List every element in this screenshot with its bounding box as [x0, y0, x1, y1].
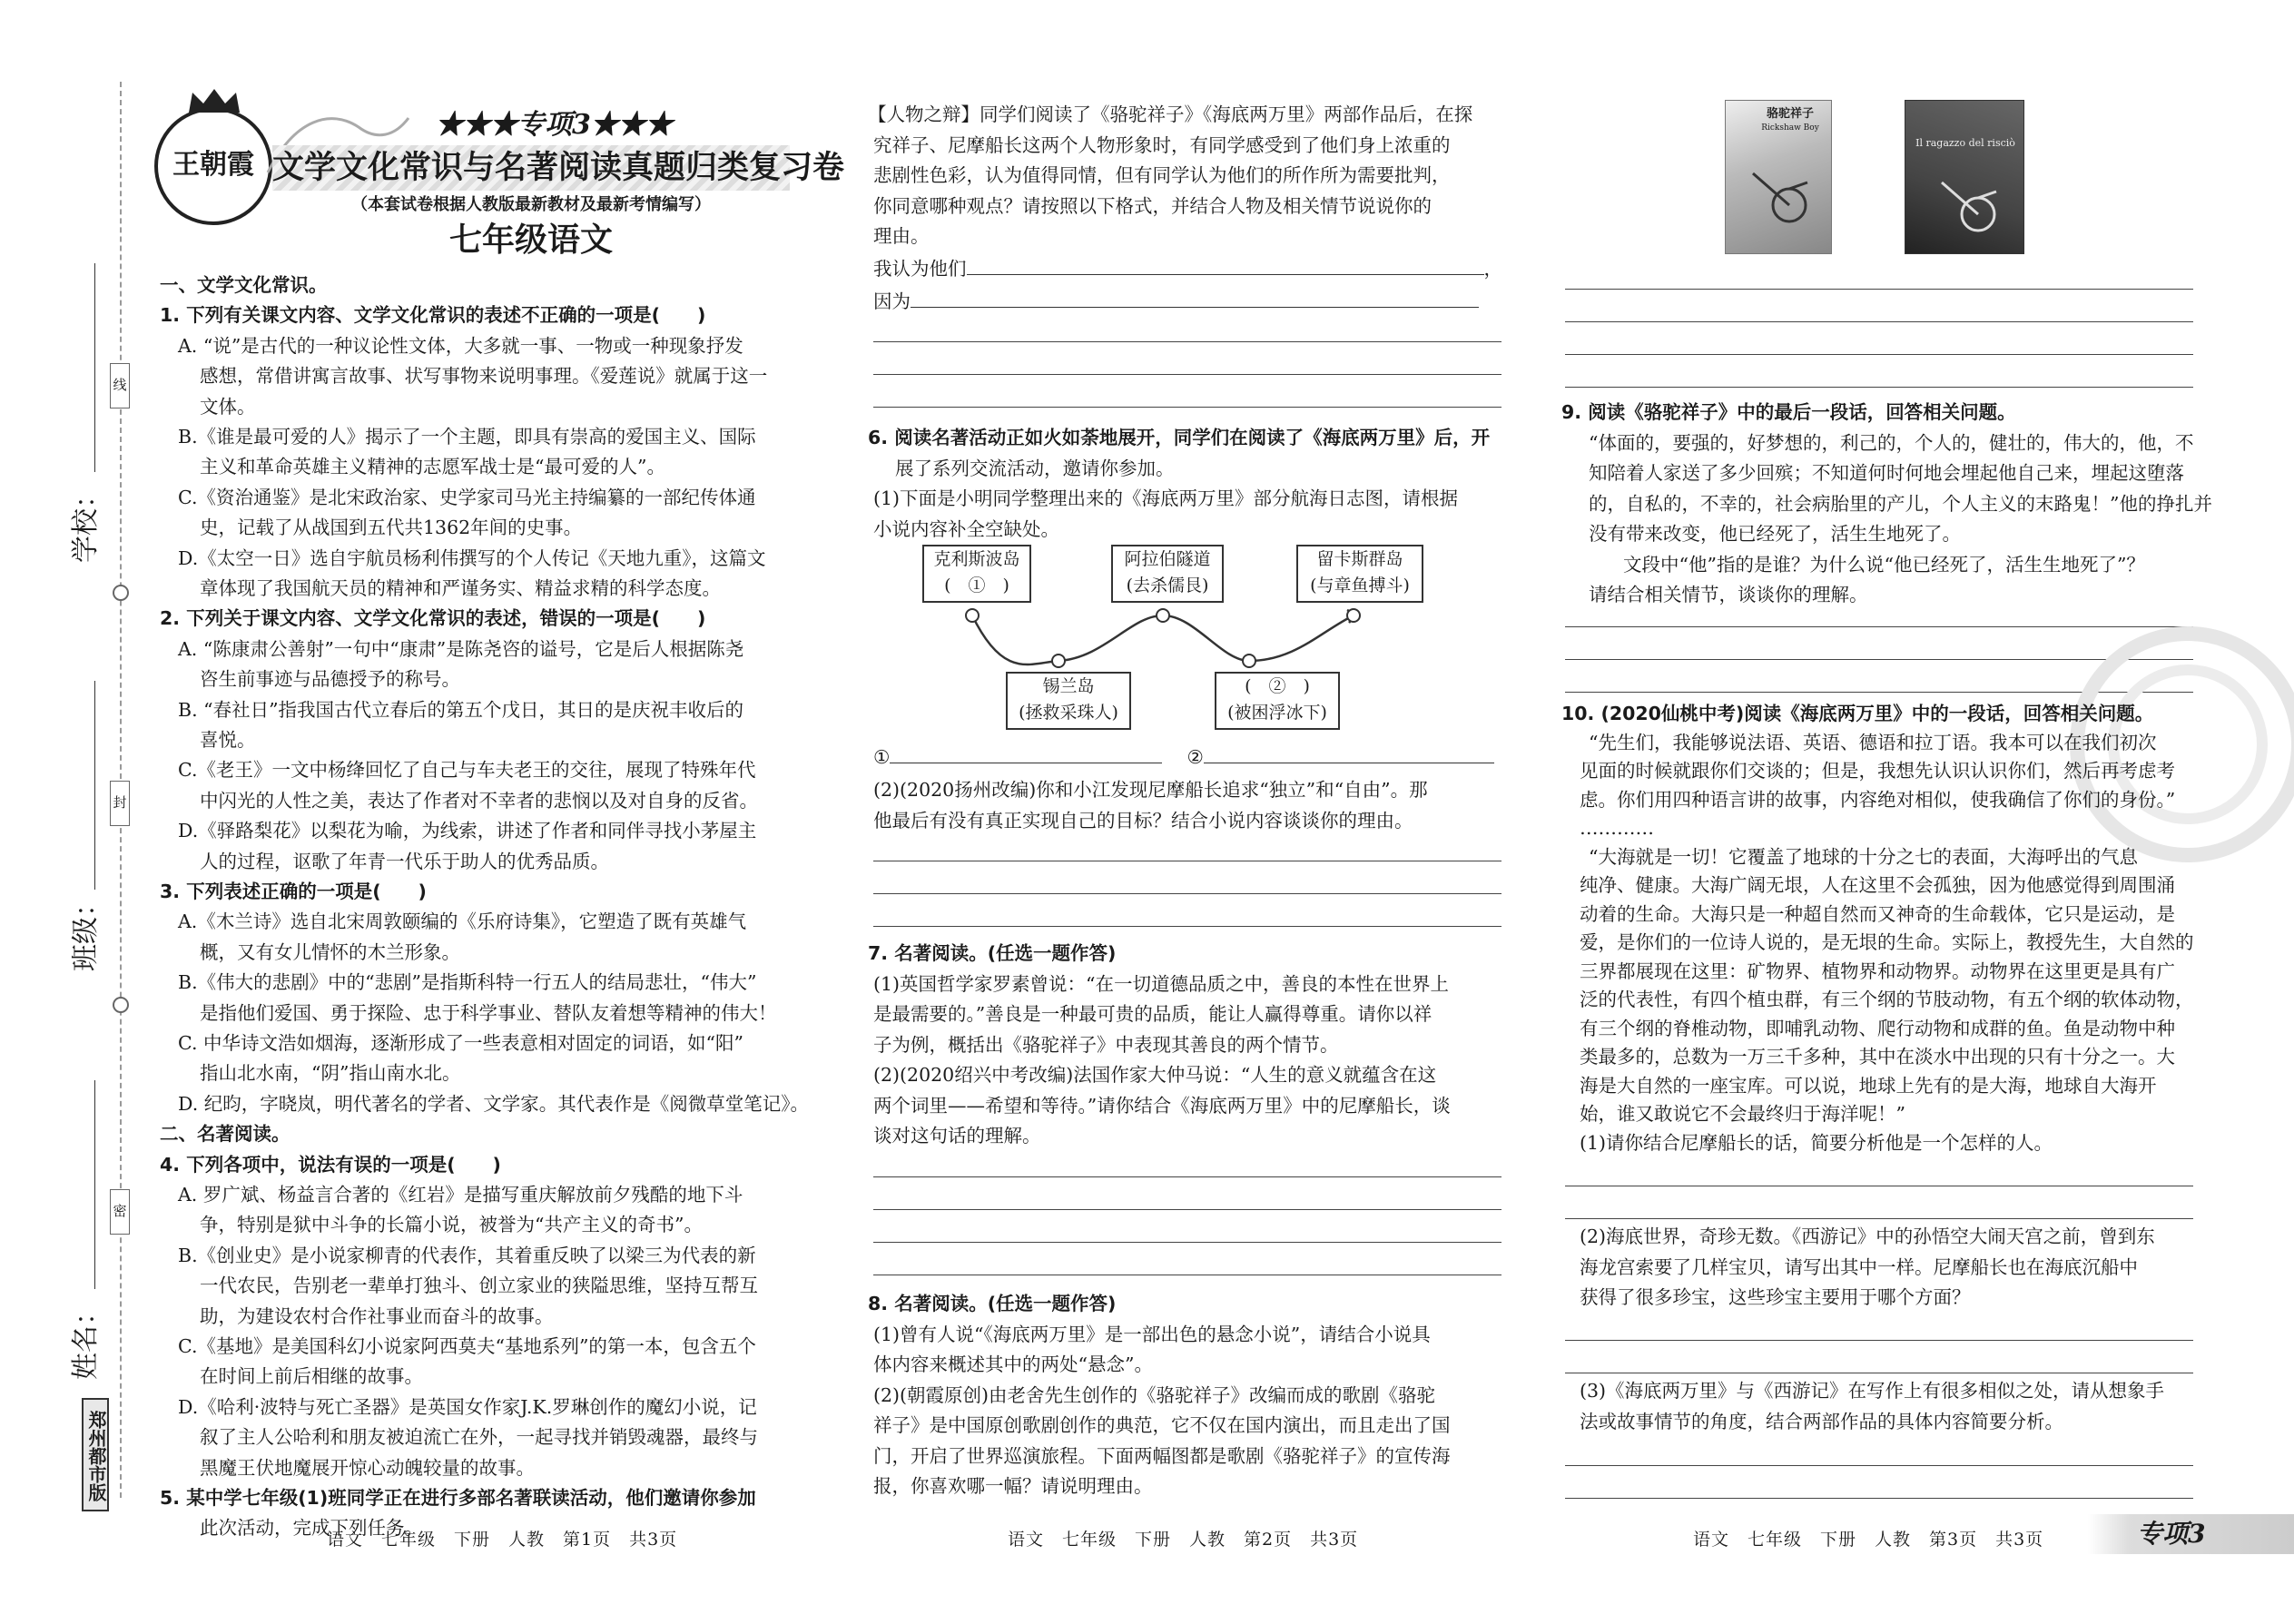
- answer-line[interactable]: [1565, 659, 2193, 660]
- map-box-crespo: 克利斯波岛 ( ① ): [922, 545, 1031, 603]
- poster-1: [1725, 100, 1832, 254]
- question-text-line: 展了系列交流活动，邀请你参加。: [895, 457, 1175, 479]
- question-text-line: 知陪着人家送了多少回殡；不知道何时何地会埋起他自己来，埋起这堕落: [1589, 462, 2184, 484]
- seal-dot-1: [113, 585, 129, 601]
- question-text-line: 类最多的，总数为一万三千多种，其中在淡水中出现的只有十分之一。大: [1580, 1046, 2175, 1068]
- question-text-line: 咨生前事迹与品德授予的称号。: [200, 668, 460, 691]
- question-text-line: 5. 某中学七年级(1)班同学正在进行多部名著联读活动，他们邀请你参加: [160, 1487, 756, 1509]
- question-text-line: 门，开启了世界巡演旅程。下面两幅图都是歌剧《骆驼祥子》的宣传海: [873, 1444, 1451, 1467]
- rickshaw-icon: [1933, 164, 2005, 237]
- question-text-line: 纯净、健康。大海广阔无垠，人在这里不会孤独，因为他感觉得到周围涌: [1580, 874, 2175, 896]
- question-text-line: 没有带来改变，他已经死了，活生生地死了。: [1589, 523, 1961, 545]
- fill-line-2: [873, 287, 1479, 317]
- question-text-line: 4. 下列各项中，说法有误的一项是( ): [160, 1153, 501, 1176]
- answer-line[interactable]: [1565, 626, 2193, 627]
- question-text-line: (1)英国哲学家罗素曾说：“在一切道德品质之中，善良的本性在世界上: [873, 972, 1450, 995]
- question-text-line: 三界都展现在这里：矿物界、植物界和动物界。动物界在这里更是具有广: [1580, 960, 2175, 982]
- logo-crown-icon: [185, 87, 243, 114]
- poster-2-title: Il ragazzo del risciò: [1915, 137, 2015, 149]
- answer-line[interactable]: [873, 374, 1501, 375]
- grade-title: 七年级语文: [448, 221, 613, 259]
- answer-line[interactable]: [1565, 387, 2193, 388]
- name-label: 姓名：: [70, 1298, 102, 1380]
- class-field[interactable]: [94, 681, 95, 890]
- answer-line[interactable]: [873, 893, 1501, 894]
- school-label: 学校：: [70, 481, 102, 563]
- map-answer-label-2: ②: [1186, 746, 1204, 768]
- prompt-line: 究祥子、尼摩船长这两个人物形象时，有同学感受到了他们身上浓重的: [873, 133, 1451, 156]
- prompt-line: 你同意哪种观点？请按照以下格式，并结合人物及相关情节说说你的: [873, 194, 1432, 217]
- question-text-line: 海龙宫索要了几样宝贝，请写出其中一样。尼摩船长也在海底沉船中: [1580, 1255, 2138, 1278]
- question-text-line: 6. 阅读名著活动正如火如荼地展开，同学们在阅读了《海底两万里》后，开: [868, 427, 1491, 448]
- section-tag: [2088, 1514, 2294, 1554]
- question-text-line: 海是大自然的一座宝库。可以说，地球上先有的是大海，地球自大海开: [1580, 1074, 2157, 1097]
- map-answer-label-1: ①: [873, 746, 891, 768]
- question-text-line: 9. 阅读《骆驼祥子》中的最后一段话，回答相关问题。: [1561, 401, 2016, 423]
- answer-line[interactable]: [873, 1209, 1501, 1210]
- question-text-line: 泛的代表性，有四个植虫群，有三个纲的节肢动物，有五个纲的软体动物，: [1580, 989, 2194, 1010]
- question-text-line: 是最需要的。”善良是一种最可贵的品质，能让人赢得尊重。请你以祥: [873, 1003, 1433, 1025]
- question-text-line: 请结合相关情节，谈谈你的理解。: [1589, 584, 1868, 605]
- answer-line[interactable]: [1565, 354, 2193, 355]
- question-text-line: 感想，常借讲寓言故事、状写事物来说明事理。《爱莲说》就属于这一: [200, 365, 768, 388]
- series-label: ★★★专项3★★★: [436, 109, 673, 141]
- answer-line[interactable]: [1565, 1465, 2193, 1466]
- column-2: [868, 0, 1503, 1624]
- question-text-line: 两个词里——希望和等待。”请你结合《海底两万里》中的尼摩船长，谈: [873, 1094, 1451, 1117]
- seal-mark-2: 封: [110, 781, 130, 826]
- question-text-line: 在时间上前后相继的故事。: [200, 1365, 423, 1388]
- paper-title: 文学文化常识与名著阅读真题归类复习卷: [272, 149, 845, 186]
- answer-line[interactable]: [1565, 289, 2193, 290]
- answer-line[interactable]: [873, 1176, 1501, 1177]
- question-text-line: 虑。你们用四种语言讲的故事，内容绝对相似，使我确信了你们的身份。”: [1580, 788, 2176, 811]
- class-label: 班级：: [70, 890, 102, 971]
- column-3: [1561, 0, 2212, 1624]
- question-text-line: 此次活动，完成下列任务。: [200, 1517, 423, 1540]
- answer-line[interactable]: [873, 926, 1501, 927]
- question-text-line: 祥子》是中国原创歌剧创作的典范，它不仅在国内演出，而且走出了国: [873, 1414, 1451, 1436]
- question-text-line: 谈对这句话的理解。: [873, 1125, 1041, 1147]
- question-text-line: C. 中华诗文浩如烟海，逐渐形成了一些表意相对固定的词语，如“阳”: [178, 1032, 743, 1054]
- poster-2: [1905, 100, 2024, 254]
- answer-blank-2[interactable]: [911, 307, 1479, 308]
- paper-subtitle: （本套试卷根据人教版最新教材及最新考情编写）: [351, 195, 711, 214]
- question-text-line: C.《老王》一文中杨绛回忆了自己与车夫老王的交往，展现了特殊年代: [178, 759, 756, 782]
- question-text-line: C.《基地》是美国科幻小说家阿西莫夫“基地系列”的第一本，包含五个: [178, 1335, 756, 1357]
- question-text-line: 一代农民，告别老一辈单打独斗、创立家业的狭隘思维，坚持互帮互: [200, 1275, 758, 1297]
- question-text-line: 文体。: [200, 395, 256, 418]
- question-text-line: (1)曾有人说“《海底两万里》是一部出色的悬念小说”，请结合小说具: [873, 1323, 1431, 1345]
- question-text-line: 10. (2020仙桃中考)阅读《海底两万里》中的一段话，回答相关问题。: [1561, 703, 2154, 724]
- map-blank-2[interactable]: ( ② ): [1245, 676, 1310, 696]
- question-text-line: D. 纪昀，字晓岚，明代著名的学者、文学家。其代表作是《阅微草堂笔记》。: [178, 1092, 809, 1115]
- question-text-line: B.《伟大的悲剧》中的“悲剧”是指斯科特一行五人的结局悲壮，“伟大”: [178, 971, 757, 994]
- question-text-line: 章体现了我国航天员的精神和严谨务实、精益求精的科学态度。: [200, 577, 721, 599]
- question-text-line: 3. 下列表述正确的一项是( ): [160, 881, 427, 902]
- question-text-line: (2)海底世界，奇珍无数。《西游记》中的孙悟空大闹天宫之前，曾到东: [1580, 1225, 2155, 1247]
- question-text-line: B.《创业史》是小说家柳青的代表作，其着重反映了以梁三为代表的新: [178, 1244, 756, 1266]
- question-text-line: 的，自私的，不幸的，社会病胎里的产儿，个人主义的末路鬼！”他的挣扎并: [1589, 492, 2212, 515]
- prompt-line: 【人物之辩】同学们阅读了《骆驼祥子》《海底两万里》两部作品后，在探: [868, 103, 1473, 125]
- fill-line-1: 我认为他们 ，: [873, 258, 1502, 280]
- map-answer-row: [873, 743, 1494, 773]
- question-text-line: 二、名著阅读。: [160, 1123, 290, 1146]
- map-box-ice-trap: ( ② ) (被困浮冰下): [1215, 672, 1340, 730]
- question-text-line: 爱，是你们的一位诗人说的，是无垠的生命。实际上，教授先生，大自然的: [1580, 931, 2194, 953]
- question-text-line: 叙了主人公哈利和朋友被迫流亡在外，一起寻找并销毁魂器，最终与: [200, 1426, 758, 1449]
- question-text-line: 动着的生命。大海只是一种超自然而又神奇的生命载体，它只是运动，是: [1580, 902, 2175, 925]
- edition-badge: 郑州都市版: [82, 1398, 109, 1511]
- answer-line[interactable]: [873, 341, 1501, 342]
- question-text-line: D.《太空一日》选自宇航员杨利伟撰写的个人传记《天地九重》，这篇文: [178, 546, 766, 569]
- page-footer-1: 语文 七年级 下册 人教 第1页 共3页: [327, 1530, 678, 1550]
- question-text-line: 子为例，概括出《骆驼祥子》中表现其善良的两个情节。: [873, 1033, 1339, 1056]
- question-text-line: 体内容来概述其中的两处“悬念”。: [873, 1353, 1153, 1375]
- question-text-line: C.《资治通鉴》是北宋政治家、史学家司马光主持编纂的一部纪传体通: [178, 486, 756, 508]
- seal-mark-3: 密: [110, 1189, 130, 1235]
- map-blank-1[interactable]: ( ① ): [944, 576, 1009, 595]
- question-text-line: 史，记载了从战国到五代共1362年间的史事。: [200, 517, 583, 539]
- question-text-line: A. 罗广斌、杨益言合著的《红岩》是描写重庆解放前夕残酷的地下斗: [178, 1184, 743, 1206]
- question-text-line: A. “说”是古代的一种议论性文体，大多就一事、一物或一种现象抒发: [178, 334, 743, 357]
- question-text-line: 7. 名著阅读。(任选一题作答): [868, 942, 1117, 964]
- name-field[interactable]: [94, 1080, 95, 1289]
- question-text-line: 指山北水南，“阴”指山南水北。: [200, 1062, 461, 1085]
- page-footer-3: 语文 七年级 下册 人教 第3页 共3页: [1693, 1530, 2044, 1550]
- question-text-line: (2)(朝霞原创)由老舍先生创作的《骆驼祥子》改编而成的歌剧《骆驼: [873, 1383, 1436, 1406]
- map-box-arabian-tunnel: 阿拉伯隧道 (去杀儒艮): [1111, 545, 1224, 603]
- section-tag-label: 专项3: [2137, 1519, 2206, 1549]
- question-text-line: “大海就是一切！它覆盖了地球的十分之七的表面，大海呼出的气息: [1589, 845, 2138, 868]
- question-text-line: 一、文学文化常识。: [160, 274, 328, 296]
- question-text-line: 2. 下列关于课文内容、文学文化常识的表述，错误的一项是( ): [160, 607, 706, 630]
- question-text-line: 争，特别是狱中斗争的长篇小说，被誉为“共产主义的奇书”。: [200, 1214, 703, 1236]
- poster-1-subtitle: Rickshaw Boy: [1761, 123, 1819, 133]
- question-text-line: “先生们，我能够说法语、英语、德语和拉丁语。我本可以在我们初次: [1589, 731, 2157, 753]
- seal-mark-1: 线: [110, 363, 130, 408]
- fill-label-2: 因为: [873, 290, 911, 312]
- question-text-line: 获得了很多珍宝，这些珍宝主要用于哪个方面？: [1580, 1286, 1971, 1308]
- answer-blank-1[interactable]: [967, 274, 1484, 275]
- question-text-line: 黑魔王伏地魔展开惊心动魄较量的故事。: [200, 1456, 535, 1479]
- question-text-line: 小说内容补全空缺处。: [873, 517, 1059, 540]
- voyage-map: [922, 545, 1467, 735]
- map-box-ceylon: 锡兰岛 (拯救采珠人): [1006, 672, 1131, 730]
- answer-line[interactable]: [1565, 1218, 2193, 1219]
- answer-line[interactable]: [873, 407, 1501, 408]
- logo-text: 王朝霞: [172, 149, 254, 181]
- answer-line[interactable]: [873, 1242, 1501, 1243]
- question-text-line: A.《木兰诗》选自北宋周敦颐编的《乐府诗集》，它塑造了既有英雄气: [178, 910, 747, 933]
- prompt-line: 悲剧性色彩，认为值得同情，但有同学认为他们的所作所为需要批判，: [873, 164, 1451, 186]
- fill-label-1: 我认为他们: [873, 258, 967, 280]
- question-text-line: 法或故事情节的角度，结合两部作品的具体内容简要分析。: [1580, 1410, 2063, 1432]
- question-text-line: 主义和革命英雄主义精神的志愿军战士是“最可爱的人”。: [200, 456, 665, 478]
- question-text-line: 中闪光的人性之美，表达了作者对不幸者的悲悯以及对自身的反省。: [200, 789, 758, 812]
- question-text-line: (1)请你结合尼摩船长的话，简要分析他是一个怎样的人。: [1580, 1131, 2053, 1154]
- answer-line[interactable]: [1565, 1340, 2193, 1341]
- question-text-line: 是指他们爱国、勇于探险、忠于科学事业、替队友着想等精神的伟大！: [200, 1001, 777, 1024]
- question-text-line: 始，谁又敢说它不会最终归于海洋呢！”: [1580, 1103, 1905, 1125]
- question-text-line: 喜悦。: [200, 729, 256, 751]
- poster-1-title: 骆驼祥子: [1766, 107, 1814, 121]
- question-text-line: D.《驿路梨花》以梨花为喻，为线索，讲述了作者和同伴寻找小茅屋主: [178, 820, 757, 842]
- question-text-line: (1)下面是小明同学整理出来的《海底两万里》部分航海日志图，请根据: [873, 487, 1459, 509]
- question-text-line: A. “陈康肃公善射”一句中“康肃”是陈尧咨的谥号，它是后人根据陈尧: [178, 637, 744, 660]
- question-text-line: …………: [1580, 817, 1654, 839]
- prompt-line: 理由。: [873, 225, 930, 247]
- school-field[interactable]: [94, 263, 95, 472]
- brand-logo: [154, 107, 272, 225]
- answer-line[interactable]: [1565, 321, 2193, 322]
- question-text-line: 他最后有没有真正实现自己的目标？结合小说内容谈谈你的理由。: [873, 809, 1413, 832]
- question-text-line: B. “春社日”指我国古代立春后的第五个戊日，其日的是庆祝丰收后的: [178, 698, 744, 721]
- seal-dot-2: [113, 997, 129, 1013]
- question-text-line: 1. 下列有关课文内容、文学文化常识的表述不正确的一项是( ): [160, 304, 706, 327]
- question-text-line: 报，你喜欢哪一幅？请说明理由。: [873, 1475, 1153, 1497]
- answer-line[interactable]: [1565, 1498, 2193, 1499]
- question-text-line: 见面的时候就跟你们交谈的；但是，我想先认识认识你们，然后再考虑考: [1580, 760, 2175, 782]
- question-text-line: 有三个纲的脊椎动物，即哺乳动物、爬行动物和成群的鱼。鱼是动物中种: [1580, 1017, 2175, 1039]
- question-text-line: 人的过程，讴歌了年青一代乐于助人的优秀品质。: [200, 850, 609, 872]
- rickshaw-icon: [1744, 155, 1816, 228]
- question-text-line: (2)(2020绍兴中考改编)法国作家大仲马说：“人生的意义就蕴含在这: [873, 1064, 1437, 1086]
- page-footer-2: 语文 七年级 下册 人教 第2页 共3页: [1008, 1530, 1359, 1550]
- question-text-line: 概，又有女儿情怀的木兰形象。: [200, 940, 460, 963]
- question-text-line: 文段中“他”指的是谁？为什么说“他已经死了，活生生地死了”？: [1623, 553, 2145, 576]
- question-text-line: 8. 名著阅读。(任选一题作答): [868, 1293, 1117, 1314]
- question-text-line: (2)(2020扬州改编)你和小江发现尼摩船长追求“独立”和“自由”。那: [873, 779, 1428, 801]
- question-text-line: B.《谁是最可爱的人》揭示了一个主题，即具有崇高的爱国主义、国际: [178, 426, 756, 448]
- question-text-line: “体面的，要强的，好梦想的，利己的，个人的，健壮的，伟大的，他，不: [1589, 431, 2194, 454]
- map-box-lucayes: 留卡斯群岛 (与章鱼搏斗): [1296, 545, 1423, 603]
- question-text-line: D.《哈利·波特与死亡圣器》是英国女作家J.K.罗琳创作的魔幻小说，记: [178, 1395, 757, 1418]
- question-text-line: 助，为建设农村合作社事业而奋斗的故事。: [200, 1304, 554, 1327]
- question-text-line: (3)《海底两万里》与《西游记》在写作上有很多相似之处，请从想象手: [1580, 1380, 2165, 1402]
